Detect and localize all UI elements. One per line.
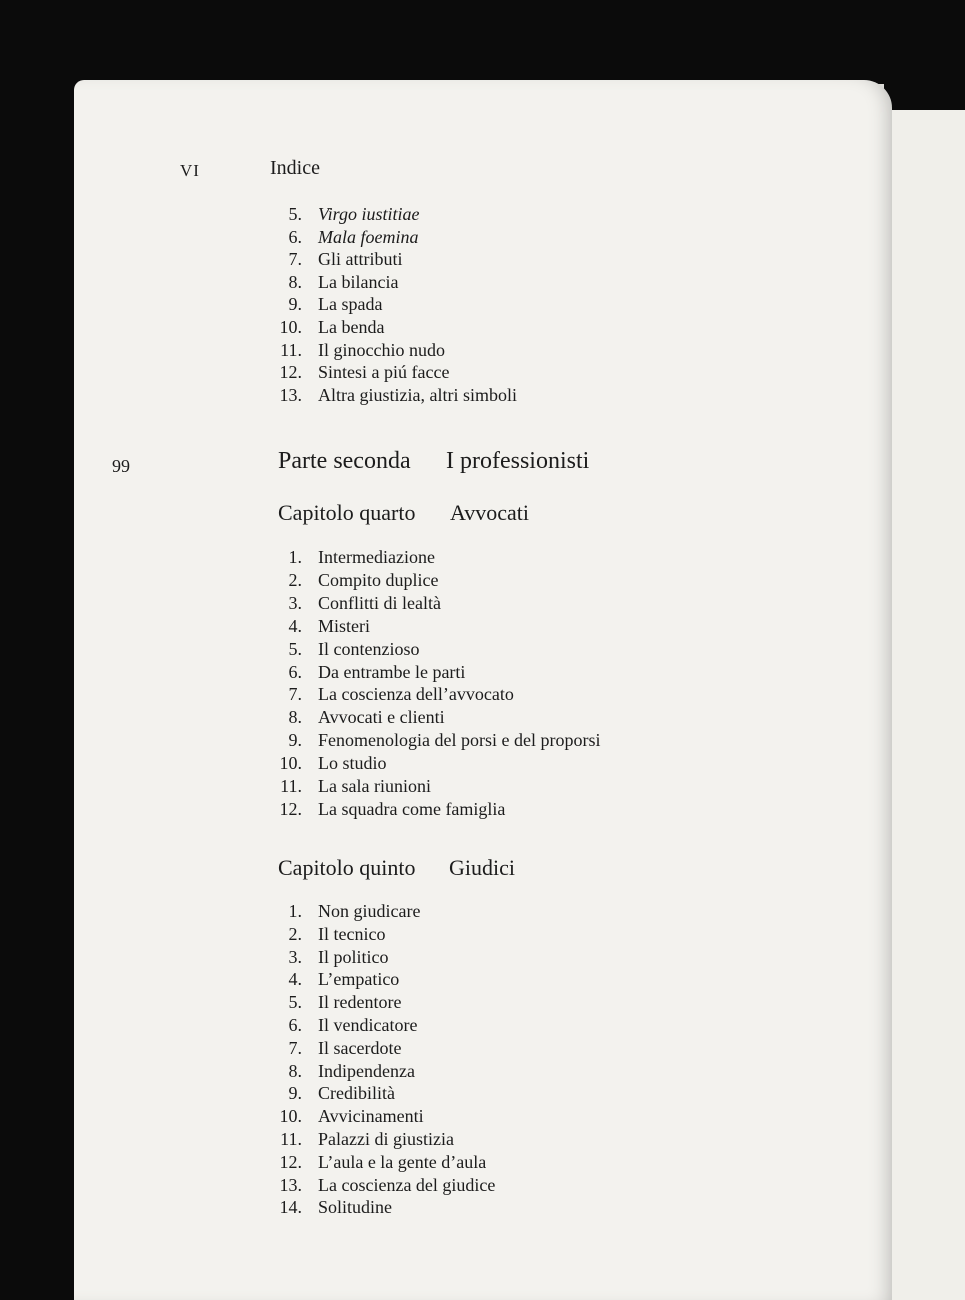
toc-section-title: Il politico [318, 946, 389, 967]
toc-section-number: 6. [288, 226, 302, 247]
toc-section-number: 4. [288, 969, 302, 990]
part-label: Parte seconda [278, 448, 411, 474]
toc-section-number: 5. [288, 204, 302, 224]
toc-entry [74, 546, 634, 568]
toc-section-title: Sintesi a piú facce [318, 362, 450, 383]
toc-section-title: La sala riunioni [318, 776, 431, 796]
toc-entry [74, 271, 634, 293]
toc-section-title: La coscienza del giudice [318, 1174, 496, 1195]
toc-entry [74, 1060, 634, 1082]
toc-entry [74, 339, 634, 361]
toc-section-title: Avvocati e clienti [318, 707, 445, 728]
toc-section-title: L’aula e la gente d’aula [318, 1151, 487, 1172]
toc-section-title: Conflitti di lealtà [318, 592, 441, 613]
toc-section-number: 8. [288, 271, 302, 292]
toc-section-number: 5. [288, 638, 302, 659]
toc-entry [74, 798, 634, 820]
toc-section-title: Misteri [318, 615, 370, 636]
book-page [74, 80, 892, 1300]
toc-entry [74, 569, 634, 591]
toc-entry [74, 1151, 634, 1173]
toc-section-number: 12. [279, 362, 302, 383]
toc-section-number: 3. [288, 592, 302, 613]
toc-section-number: 12. [279, 1151, 302, 1172]
toc-section-number: 11. [280, 1129, 302, 1149]
toc-section-number: 7. [288, 1037, 302, 1058]
toc-entry [74, 683, 634, 705]
toc-entry [74, 946, 634, 968]
toc-section-number: 2. [288, 569, 302, 590]
toc-section-number: 12. [279, 798, 302, 819]
toc-entry [74, 1014, 634, 1036]
toc-section-title: Fenomenologia del porsi e del proporsi [318, 730, 601, 751]
toc-section-number: 3. [288, 946, 302, 967]
toc-entry [74, 384, 634, 406]
toc-section-title: Intermediazione [318, 547, 435, 567]
toc-entry [74, 1105, 634, 1127]
toc-section-title: Indipendenza [318, 1060, 415, 1081]
toc-section-number: 9. [288, 730, 302, 751]
toc-section-title: Lo studio [318, 753, 387, 774]
chapter-four-label: Capitolo quarto [278, 500, 416, 525]
toc-section-title: Mala foemina [318, 226, 419, 247]
toc-entry [74, 729, 634, 751]
toc-section-number: 6. [288, 661, 302, 682]
toc-section-number: 9. [288, 1083, 302, 1104]
toc-entry [74, 968, 634, 990]
toc-entry [74, 1174, 634, 1196]
toc-entry [74, 615, 634, 637]
toc-section-number: 10. [279, 317, 302, 337]
toc-entry [74, 361, 634, 383]
toc-section-number: 1. [288, 901, 302, 921]
toc-section-number: 10. [279, 1106, 302, 1127]
toc-entry [74, 592, 634, 614]
toc-section-title: Avvicinamenti [318, 1106, 424, 1127]
part-page-number: 99 [112, 456, 130, 476]
toc-section-title: Da entrambe le parti [318, 661, 466, 682]
toc-entry [74, 775, 634, 797]
toc-section-number: 8. [288, 1060, 302, 1081]
toc-section-number: 13. [279, 1174, 302, 1195]
toc-section-title: Gli attributi [318, 249, 403, 270]
toc-entry [74, 1037, 634, 1059]
toc-entry [74, 991, 634, 1013]
toc-section-number: 7. [288, 684, 302, 705]
toc-entry [74, 638, 634, 660]
toc-entry [74, 900, 634, 922]
toc-section-title: Non giudicare [318, 901, 421, 921]
toc-section-number: 14. [279, 1197, 302, 1218]
toc-section-number: 8. [288, 707, 302, 728]
toc-section-number: 10. [279, 753, 302, 774]
toc-section-number: 13. [279, 384, 302, 405]
toc-entry [74, 1196, 634, 1218]
toc-section-title: La bilancia [318, 271, 399, 292]
toc-entry [74, 248, 634, 270]
toc-section-title: La spada [318, 294, 383, 315]
toc-section-title: Virgo iustitiae [318, 204, 420, 224]
toc-section-title: Palazzi di giustizia [318, 1129, 454, 1149]
chapter-five-title: Giudici [449, 855, 515, 880]
toc-section-number: 1. [288, 547, 302, 567]
toc-entry [74, 661, 634, 683]
toc-section-number: 6. [288, 1015, 302, 1035]
toc-section-title: Il tecnico [318, 923, 386, 944]
toc-section-title: La benda [318, 317, 385, 337]
toc-section-number: 2. [288, 923, 302, 944]
part-title: I professionisti [446, 448, 590, 474]
toc-section-title: Il sacerdote [318, 1037, 402, 1058]
toc-entry [74, 316, 634, 338]
toc-entry [74, 203, 634, 225]
toc-entry [74, 706, 634, 728]
folio-number: VI [180, 161, 200, 180]
toc-section-number: 5. [288, 992, 302, 1013]
toc-section-title: Credibilità [318, 1083, 395, 1104]
toc-section-title: Compito duplice [318, 569, 439, 590]
toc-section-title: Il ginocchio nudo [318, 339, 445, 360]
toc-entry [74, 752, 634, 774]
toc-section-title: La coscienza dell’avvocato [318, 684, 514, 705]
toc-section-title: Altra giustizia, altri simboli [318, 384, 517, 405]
toc-section-title: Il contenzioso [318, 638, 420, 659]
facing-page [884, 110, 965, 1300]
chapter-five-label: Capitolo quinto [278, 855, 416, 880]
toc-section-title: Solitudine [318, 1197, 393, 1218]
chapter-four-title: Avvocati [450, 500, 530, 525]
toc-section-title: Il redentore [318, 992, 402, 1013]
toc-section-number: 11. [280, 776, 302, 796]
toc-section-number: 9. [288, 294, 302, 315]
toc-entry [74, 1128, 634, 1150]
toc-section-number: 11. [280, 339, 302, 360]
running-title: Indice [270, 157, 320, 179]
toc-section-number: 4. [288, 615, 302, 636]
toc-entry [74, 293, 634, 315]
toc-section-title: Il vendicatore [318, 1015, 418, 1035]
toc-entry [74, 1082, 634, 1104]
toc-section-title: L’empatico [318, 969, 400, 990]
toc-section-number: 7. [288, 249, 302, 270]
toc-entry [74, 923, 634, 945]
toc-section-title: La squadra come famiglia [318, 798, 506, 819]
toc-entry [74, 226, 634, 248]
